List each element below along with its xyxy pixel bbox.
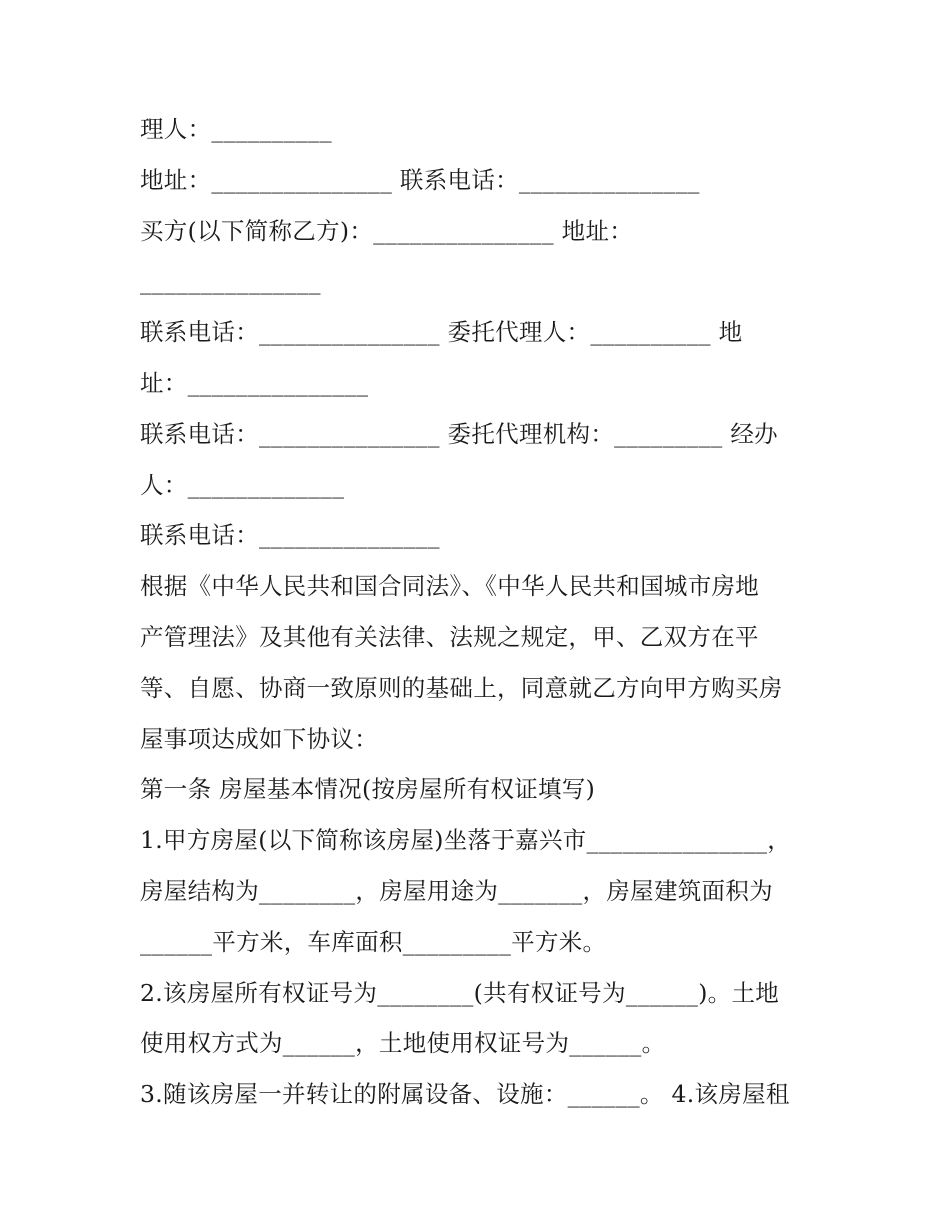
text-line-agency: 联系电话：_______________ 委托代理机构：_________ 经办 <box>140 419 778 448</box>
document-page <box>140 104 820 1120</box>
text-line-preamble-4: 屋事项达成如下协议： <box>140 724 378 753</box>
section-heading-article-1: 第一条 房屋基本情况(按房屋所有权证填写) <box>140 775 596 804</box>
text-line-agent-address: 址：_______________ <box>140 368 369 397</box>
text-line-clause-2b: 使用权方式为______，土地使用权证号为______。 <box>140 1029 666 1058</box>
text-line-clause-1a: 1.甲方房屋(以下简称该房屋)坐落于嘉兴市_______________， <box>140 826 792 855</box>
text-line-preamble-1: 根据《中华人民共和国合同法》、《中华人民共和国城市房地 <box>140 572 760 601</box>
text-line-handler: 人：_____________ <box>140 470 345 499</box>
text-line-buyer-phone-agent: 联系电话：_______________ 委托代理人：__________ 地 <box>140 318 743 347</box>
text-line-clause-1b: 房屋结构为________，房屋用途为_______，房屋建筑面积为 <box>140 876 773 905</box>
text-line-buyer-address-blank: _______________ <box>140 267 321 296</box>
text-line-preamble-3: 等、自愿、协商一致原则的基础上，同意就乙方向甲方购买房 <box>140 673 783 702</box>
text-line-address-phone: 地址：_______________ 联系电话：_______________ <box>140 165 700 194</box>
text-line-clause-1c: ______平方米，车库面积_________平方米。 <box>140 927 607 956</box>
text-line-agent: 理人：__________ <box>140 115 332 143</box>
text-line-clause-2a: 2.该房屋所有权证号为________(共有权证号为______)。土地 <box>140 978 780 1007</box>
text-line-clause-3: 3.随该房屋一并转让的附属设备、设施：______。 4.该房屋租 <box>140 1080 790 1109</box>
text-line-buyer: 买方(以下简称乙方)：_______________ 地址： <box>140 216 634 245</box>
text-line-preamble-2: 产管理法》及其他有关法律、法规之规定，甲、乙双方在平 <box>140 622 759 651</box>
text-line-handler-phone: 联系电话：_______________ <box>140 521 440 550</box>
